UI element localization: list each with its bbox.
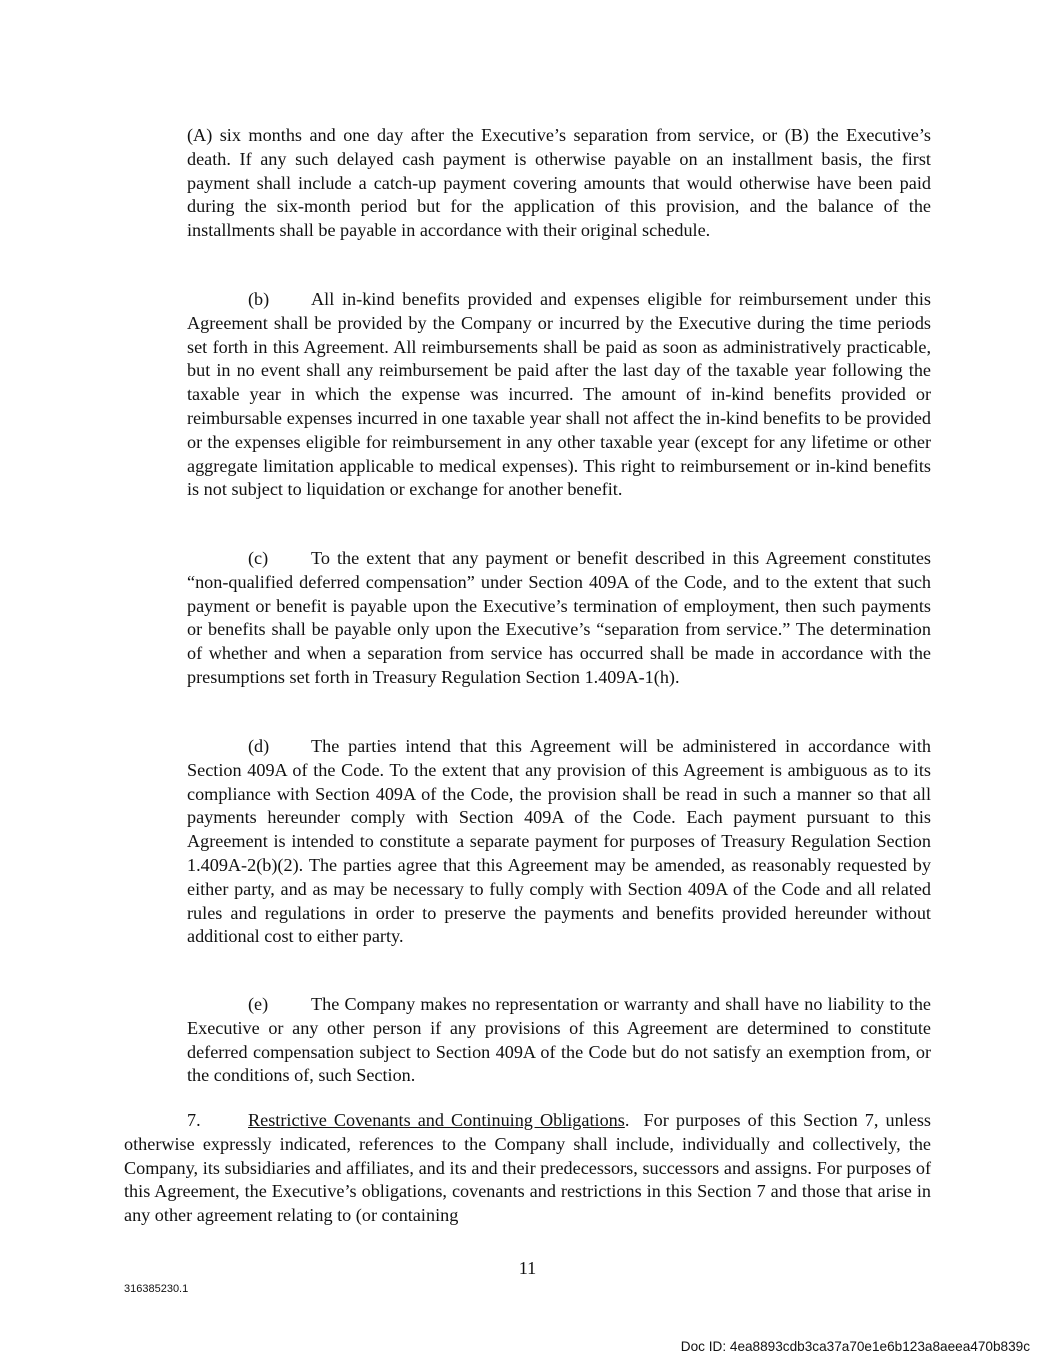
subsection-d-label: (d) xyxy=(248,736,270,756)
subsection-d xyxy=(187,735,931,949)
document-id: Doc ID: 4ea8893cdb3ca37a70e1e6b123a8aeea470b839c xyxy=(680,1339,1030,1354)
paragraph-continuation: (A) six months and one day after the Executive’s separation from service, or (B) the Executive’s death. If any such delayed cash payment is otherwise payable on an installment basis, the first payment shall include a catch-up payment covering amounts that would otherwise have been paid during the six-month period but for the application of this provision, and the balance of the installments shall be payable in accordance with their original schedule. xyxy=(187,125,931,241)
subsection-c xyxy=(187,547,931,690)
document-reference-number: 316385230.1 xyxy=(124,1283,189,1295)
section-7 xyxy=(124,1109,931,1228)
subsection-e-label: (e) xyxy=(248,994,269,1014)
section-7-heading-end: . xyxy=(624,1110,630,1130)
section-7-number: 7. xyxy=(187,1110,201,1130)
subsection-e-text: The Company makes no representation or warranty and shall have no liability to the Executive or any other person if any provisions of this Agreement are determined to constitute deferred compensation subject to Section 409A of the Code but do not satisfy an exemption from, or the conditions of, such Section. xyxy=(187,994,931,1086)
subsection-c-text: To the extent that any payment or benefit described in this Agreement constitutes “non-qualified deferred compensation” under Section 409A of the Code, and to the extent that such payment or benefit is payable upon the Executive’s termination of employment, then such payments or benefits shall be payable only upon the Executive’s “separation from service.” The determination of whether and when a separation from service has occurred shall be made in accordance with the presumptions set forth in Treasury Regulation Section 1.409A-1(h). xyxy=(187,548,931,687)
section-7-text: For purposes of this Section 7, unless otherwise expressly indicated, references to the Company shall include, individually and collectively, the Company, its subsidiaries and affiliates, and its and their predecessors, successors and assigns. For purposes of this Agreement, the Executive’s obligations, covenants and restrictions in this Section 7 and those that arise in any other agreement relating to (or containing xyxy=(124,1110,931,1226)
subsection-e xyxy=(187,993,931,1088)
subsection-d-text: The parties intend that this Agreement will be administered in accordance with Section 409A of the Code. To the extent that any provision of this Agreement is ambiguous as to its compliance with Section 409A of the Code, the provision shall be read in such a manner so that all payments hereunder comply with Section 409A of the Code. Each payment pursuant to this Agreement is intended to constitute a separate payment for purposes of Treasury Regulation Section 1.409A-2(b)(2). The parties agree that this Agreement may be amended, as reasonably requested by either party, and as may be necessary to fully comply with Section 409A of the Code and all related rules and regulations in order to preserve the payments and benefits provided hereunder without additional cost to either party. xyxy=(187,736,931,947)
subsection-c-label: (c) xyxy=(248,548,269,568)
section-7-heading: Restrictive Covenants and Continuing Obligations xyxy=(248,1110,625,1130)
subsection-b-label: (b) xyxy=(248,289,270,309)
subsection-b-text: All in-kind benefits provided and expenses eligible for reimbursement under this Agreement shall be provided by the Company or incurred by the Executive during the time periods set forth in this Agreement. All reimbursements shall be paid as soon as administratively practicable, but in no event shall any reimbursement be paid after the last day of the taxable year following the taxable year in which the expense was incurred. The amount of in-kind benefits provided or reimbursable expenses incurred in one taxable year shall not affect the in-kind benefits to be provided or the expenses eligible for reimbursement in any other taxable year (except for any lifetime or other aggregate limitation applicable to medical expenses). This right to reimbursement or in-kind benefits is not subject to liquidation or exchange for another benefit. xyxy=(187,289,931,500)
subsection-b xyxy=(187,288,931,502)
page-number: 11 xyxy=(518,1258,537,1278)
